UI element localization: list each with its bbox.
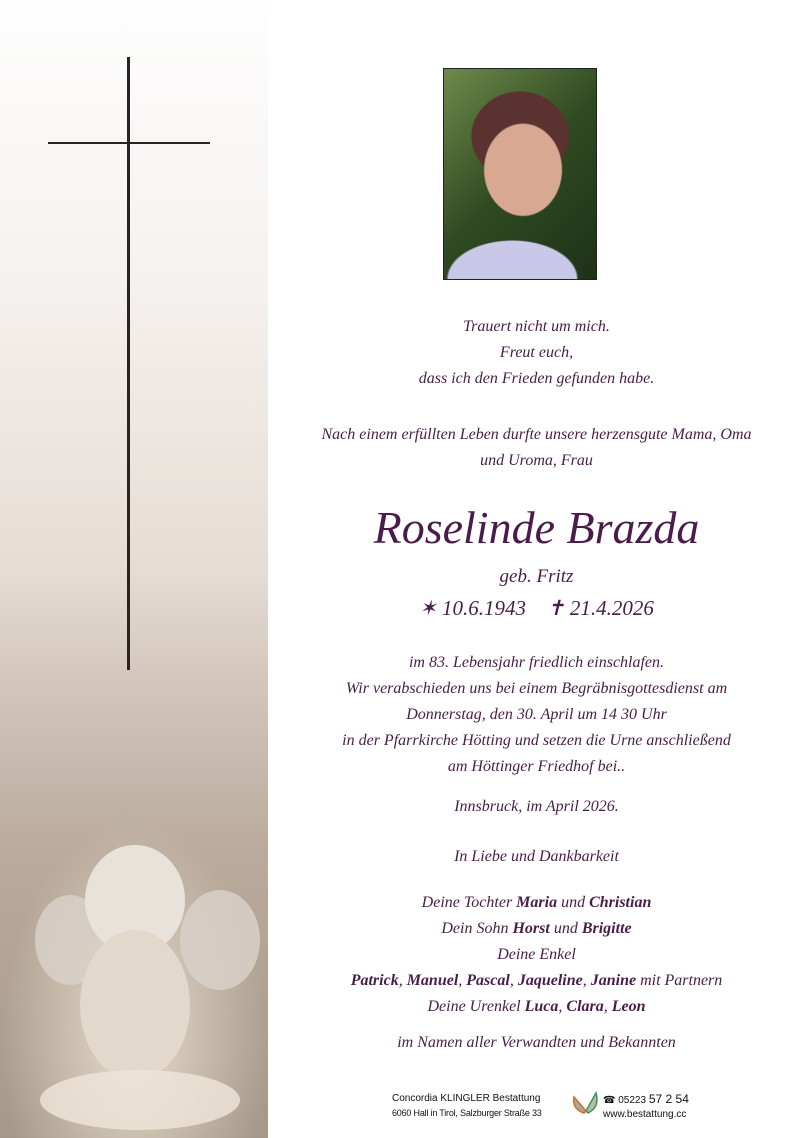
company-name: Concordia KLINGLER Bestattung [392,1093,541,1104]
mourner-name: Manuel [406,972,459,989]
place-date: Innsbruck, im April 2026. [454,798,619,815]
verse-line: Freut euch, [499,344,574,361]
grandchildren-label: Deine Enkel [497,946,576,963]
life-dates [268,596,805,621]
phone-icon: ☎ [603,1095,616,1106]
mourner-name: Pascal [466,972,510,989]
contact-info [603,1092,689,1122]
praying-angel-image [30,830,260,1130]
mourners [268,890,805,1020]
cross-icon-bar [48,142,210,144]
label: Deine Urenkel [427,998,521,1015]
verse-line: Trauert nicht um mich. [463,318,610,335]
announcement-line: in der Pfarrkirche Hötting und setzen die Urne anschließend [342,732,731,749]
mourner-name: Janine [590,972,637,989]
love-line: In Liebe und Dankbarkeit [454,848,619,865]
announcement-line: im 83. Lebensjahr friedlich einschlafen. [408,654,665,671]
death-date: 21.4.2026 [569,596,654,620]
daughter-line [268,890,805,916]
intro [268,422,805,474]
verse [268,314,805,392]
mourner-name: Luca [524,998,559,1015]
company-address: 6060 Hall in Tirol, Salzburger Straße 33 [392,1108,542,1118]
death-cross-icon: ✝ [547,596,565,620]
funeral-home-info [392,1092,542,1120]
mourner-name: Horst [512,920,550,937]
closing-line: im Namen aller Verwandten und Bekannten [397,1034,676,1051]
great-grandchildren-line: Deine Urenkel Luca, Clara, Leon [427,998,646,1015]
phone-prefix: 05223 [618,1095,647,1106]
mourner-name: Christian [589,894,652,911]
label: und [553,920,578,937]
phone-number: 57 2 54 [648,1092,689,1106]
deceased-name: Roselinde Brazda [373,502,700,553]
birth-star-icon: ✶ [419,596,437,620]
son-line [268,916,805,942]
mourner-name: Brigitte [581,920,632,937]
mourner-name: Clara [566,998,604,1015]
announcement-line: Donnerstag, den 30. April um 14 30 Uhr [406,706,667,723]
cross-icon [127,57,130,670]
intro-line: Nach einem erfüllten Leben durfte unsere herzensgute Mama, Oma [321,426,752,443]
grandchildren-line: Patrick, Manuel, Pascal, Jaqueline, Janine mit Partnern [350,972,723,989]
announcement [268,650,805,780]
announcement-line: Wir verabschieden uns bei einem Begräbnisgottesdienst am [345,680,728,697]
label: und [561,894,586,911]
mourner-name: Leon [611,998,646,1015]
portrait-photo [443,68,597,280]
mourner-name: Patrick [350,972,399,989]
label: Deine Tochter [421,894,513,911]
intro-line: und Uroma, Frau [480,452,593,469]
website: www.bestattung.cc [603,1109,687,1120]
maiden-name: geb. Fritz [499,566,574,587]
label: Dein Sohn [441,920,509,937]
label: mit Partnern [640,972,723,989]
verse-line: dass ich den Frieden gefunden habe. [418,370,655,387]
mourner-name: Jaqueline [517,972,583,989]
mourner-name: Maria [516,894,558,911]
birth-date: 10.6.1943 [442,596,526,620]
butterfly-logo-icon [572,1091,600,1115]
announcement-line: am Höttinger Friedhof bei.. [447,758,626,775]
